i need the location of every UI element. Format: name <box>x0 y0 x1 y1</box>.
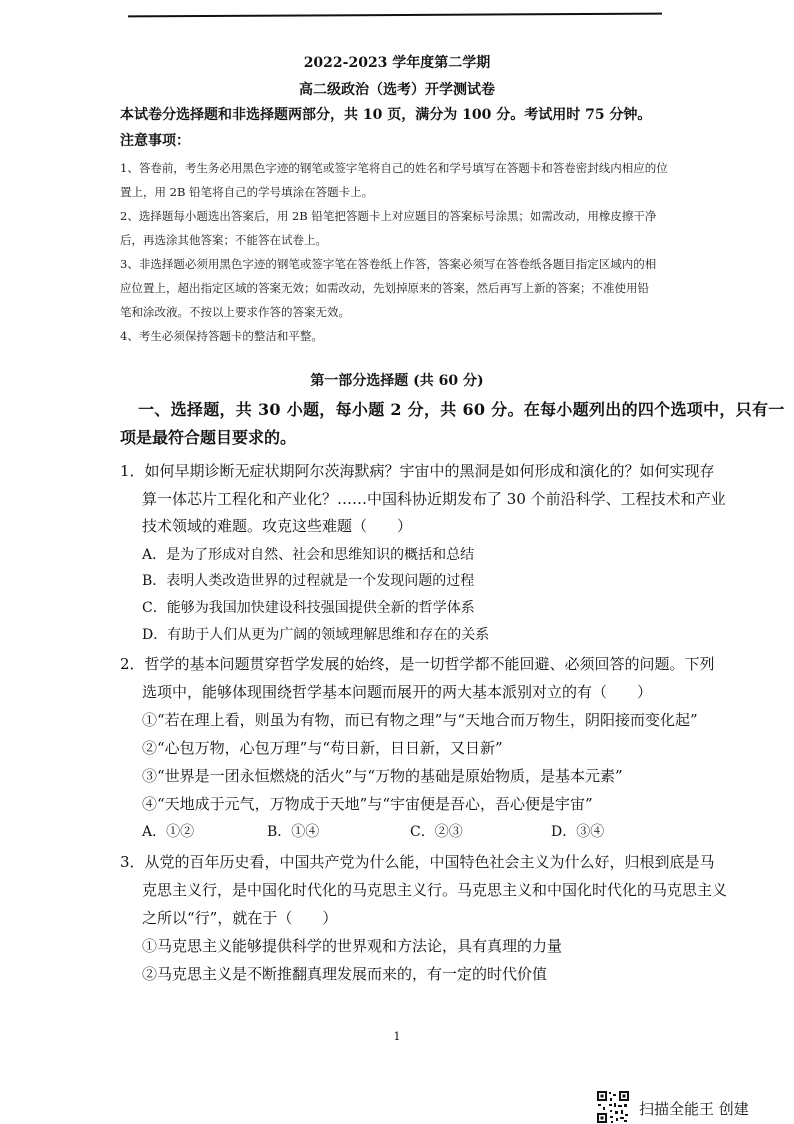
notice-line: 笔和涂改液。不按以上要求作答的答案无效。 <box>120 305 350 319</box>
question-2-choice-a: A．①② <box>142 824 195 840</box>
question-2-item-3: ③“世界是一团永恒燃烧的活火”与“万物的基础是原始物质，是基本元素” <box>142 767 623 785</box>
question-2-choice-b: B．①④ <box>267 824 320 840</box>
question-3-item-2: ②马克思主义是不断推翻真理发展而来的，有一定的时代价值 <box>142 965 548 983</box>
notice-line: 置上，用 2B 铅笔将自己的学号填涂在答题卡上。 <box>120 185 374 199</box>
qr-code-icon <box>596 1090 630 1124</box>
exam-title: 高二级政治（选考）开学测试卷 <box>299 82 495 98</box>
question-3-stem: 3．从党的百年历史看，中国共产党为什么能，中国特色社会主义为什么好，归根到底是马 <box>120 853 715 871</box>
notice-line: 2、选择题每小题选出答案后，用 2B 铅笔把答题卡上对应题目的答案标号涂黑；如需改动，用橡皮擦干净 <box>120 209 657 223</box>
question-2-item-2: ②“心包万物，心包万理”与“苟日新，日日新，又日新” <box>142 739 503 757</box>
question-1-stem: 技术领域的难题。攻克这些难题（ ） <box>142 517 413 535</box>
question-2-stem: 选项中，能够体现围绕哲学基本问题而展开的两大基本派别对立的有（ ） <box>142 683 653 701</box>
question-1-stem: 算一体芯片工程化和产业化？……中国科协近期发布了 30 个前沿科学、工程技术和产业 <box>142 490 726 508</box>
notice-line: 1、答卷前，考生务必用黑色字迹的钢笔或签字笔将自己的姓名和学号填写在答题卡和答卷密封线内相应的位 <box>120 161 668 175</box>
question-3-stem: 克思主义行，是中国化时代化的马克思主义行。马克思主义和中国化时代化的马克思主义 <box>142 881 728 899</box>
instructions-line: 项是最符合题目要求的。 <box>120 428 297 447</box>
notice-line: 应位置上，超出指定区域的答案无效；如需改动，先划掉原来的答案，然后再写上新的答案；不准使用铅 <box>120 281 649 295</box>
question-1-option-c: C．能够为我国加快建设科技强国提供全新的哲学体系 <box>142 600 475 616</box>
notice-heading: 注意事项： <box>120 133 190 149</box>
question-2-stem: 2．哲学的基本问题贯穿哲学发展的始终，是一切哲学都不能回避、必须回答的问题。下列 <box>120 655 715 673</box>
question-2-item-4: ④“天地成于元气，万物成于天地”与“宇宙便是吾心，吾心便是宇宙” <box>142 795 593 813</box>
year-term-title: 2022-2023 学年度第二学期 <box>303 55 491 71</box>
notice-line: 后，再选涂其他答案；不能答在试卷上。 <box>120 233 327 247</box>
question-1-option-a: A．是为了形成对自然、社会和思维知识的概括和总结 <box>142 547 475 563</box>
notice-line: 3、非选择题必须用黑色字迹的钢笔或签字笔在答卷纸上作答，答案必须写在答卷纸各题目指定区域内的相 <box>120 257 657 271</box>
scanner-watermark: 扫描全能王 创建 <box>639 1100 749 1118</box>
question-2-item-1: ①“若在理上看，则虽为有物，而已有物之理”与“天地合而万物生，阴阳接而变化起” <box>142 711 698 729</box>
page-number: 1 <box>393 1030 401 1043</box>
question-3-stem: 之所以“行”，就在于（ ） <box>142 909 338 927</box>
question-1-option-b: B．表明人类改造世界的过程就是一个发现问题的过程 <box>142 573 475 589</box>
exam-intro: 本试卷分选择题和非选择题两部分，共 10 页，满分为 100 分。考试用时 75 分钟。 <box>120 107 652 123</box>
section-title: 第一部分选择题 (共 60 分) <box>310 373 484 389</box>
question-2-choice-c: C．②③ <box>410 824 463 840</box>
top-rule <box>128 13 662 18</box>
notice-line: 4、考生必须保持答题卡的整洁和平整。 <box>120 329 323 343</box>
question-2-choice-d: D．③④ <box>551 824 605 840</box>
instructions-line: 一、选择题，共 30 小题，每小题 2 分，共 60 分。在每小题列出的四个选项中，只有一 <box>138 400 785 419</box>
question-1-stem: 1．如何早期诊断无症状期阿尔茨海默病？宇宙中的黑洞是如何形成和演化的？如何实现存 <box>120 462 715 480</box>
question-1-option-d: D．有助于人们从更为广阔的领域理解思维和存在的关系 <box>142 627 490 643</box>
question-3-item-1: ①马克思主义能够提供科学的世界观和方法论，具有真理的力量 <box>142 937 563 955</box>
